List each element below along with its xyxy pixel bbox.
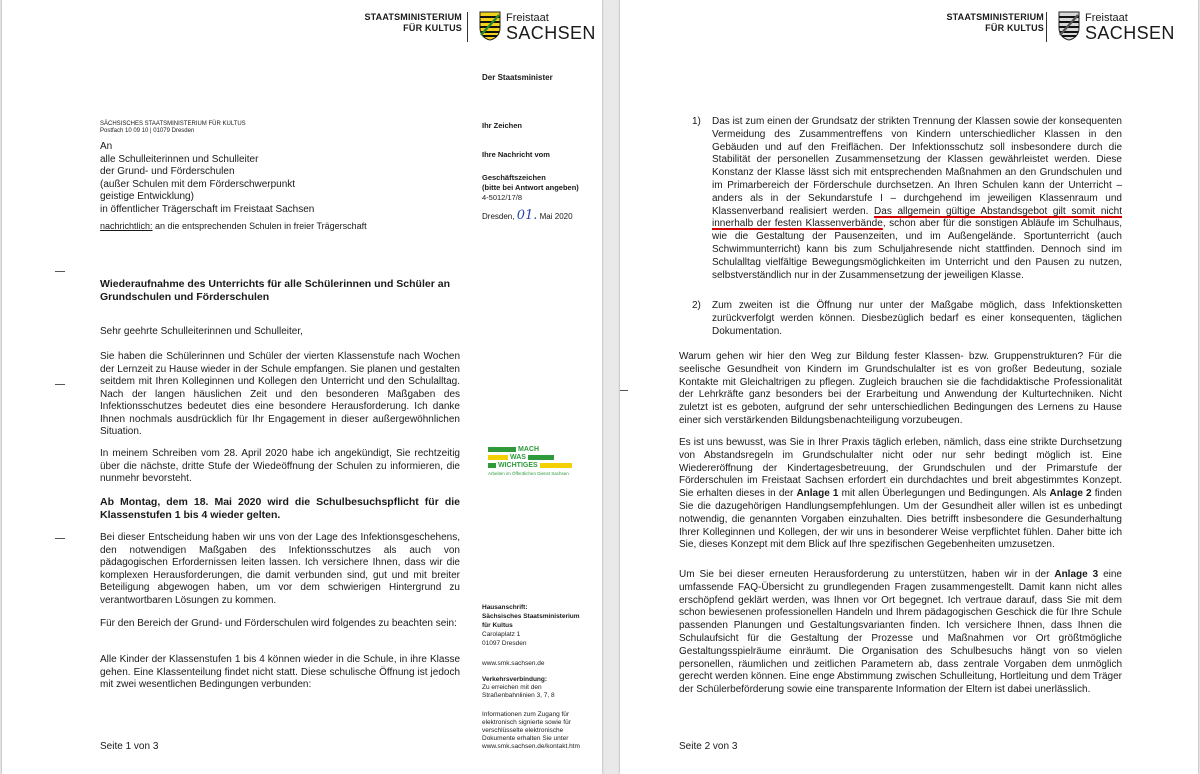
- ref-your-sign: Ihr Zeichen: [482, 121, 523, 130]
- list-number: 2): [692, 300, 701, 311]
- transport-info: Verkehrsverbindung: Zu erreichen mit den Straßenbahnlinien 3, 7, 8: [482, 676, 555, 699]
- page-number: Seite 2 von 3: [679, 741, 738, 752]
- handwritten-date: 01.: [516, 208, 538, 223]
- body-paragraph: Es ist uns bewusst, was Sie in Ihrer Praxis täglich erleben, nämlich, dass eine strikte Durchsetzung von Abstandsregeln im Grundschulalter nicht oder nur sehr bedingt möglich ist. Eine Wiedereröffnung der Kindertagesbetreuung, der Grundschulen und der Primarstufe der Förderschulen im Freistaat Sachsen erfordert ein durchdachtes und breit abgestimmtes Konzept. Sie erhalten dieses in der Anlage 1 mit allen Überlegungen und Bedingungen. Als Anlage 2 finden Sie die dazugehörigen Handlungsempfehlungen. Um der Gesundheit aller willen ist es unbedingt notwendig, die genannten Vorgaben einzuhalten. Dies betrifft insbesondere die Gesunderhaltung Ihrer Kolleginnen und Kollegen, der wir uns in besonderer Weise verpflichtet fühlen. Daher bitte ich Sie, dieses Konzept mit dem Blick auf Ihre spezifischen Gegebenheiten umzusetzen.: [679, 437, 1122, 551]
- red-underlined-passage: Das allgemein gültige Abstandsgebot gilt somit nicht innerhalb der festen Klassenverbände: [712, 205, 1122, 230]
- letter-page-1: [2, 0, 602, 774]
- punch-mark: [620, 390, 628, 391]
- body-paragraph: In meinem Schreiben vom 28. April 2020 habe ich angekündigt, Sie rechtzeitig über die nächste, dritte Stufe der Wiedeöffnung der Schulen zu informieren, die nunmehr bevorsteht.: [100, 448, 460, 484]
- fold-mark: [55, 538, 65, 539]
- mach-was-wichtiges-logo: MACH WAS WICHTIGES Arbeiten im Öffentlichen Dienst Sachsen: [488, 446, 582, 476]
- body-paragraph: Alle Kinder der Klassenstufen 1 bis 4 können wieder in die Schule, in ihre Klasse gehen. Eine Klassenteilung findet nicht statt. Diese schulische Öffnung ist jedoch mit zwei wesentlichen Bedingungen verbunden:: [100, 654, 460, 690]
- minister-title: Der Staatsminister: [482, 73, 553, 82]
- subject-line: Wiederaufnahme des Unterrichts für alle Schülerinnen und Schüler an Grundschulen und Förderschulen: [100, 278, 450, 303]
- ref-your-message: Ihre Nachricht vom: [482, 150, 550, 159]
- body-paragraph: Für den Bereich der Grund- und Förderschulen wird folgendes zu beachten sein:: [100, 618, 457, 629]
- electronic-access-info: Informationen zum Zugang für elektronisch signierte sowie für verschlüsselte elektronische Dokumente erhalten Sie unter www.smk.sachsen.de/kontakt.htm: [482, 711, 580, 750]
- ministry-name: STAATSMINISTERIUM FÜR KULTUS: [946, 12, 1044, 33]
- letter-date: Dresden, 01. Mai 2020: [482, 208, 573, 223]
- punch-mark: [55, 384, 65, 385]
- ministry-name: STAATSMINISTERIUM FÜR KULTUS: [364, 12, 462, 33]
- list-item-2: Zum zweiten ist die Öffnung nur unter der Maßgabe möglich, dass Infektionsketten zurückverfolgt werden können. Diesbezüglich bedarf es einer konsequenten, täglichen Dokumentation.: [712, 300, 1122, 337]
- cc-line: nachrichtlich: an die entsprechenden Schulen in freier Trägerschaft: [100, 221, 367, 231]
- salutation: Sehr geehrte Schulleiterinnen und Schulleiter,: [100, 326, 303, 337]
- body-paragraph: Sie haben die Schülerinnen und Schüler der vierten Klassenstufe nach Wochen der Lernzeit zu Hause wieder in der Schule empfangen. Sie planen und gestalten seitdem mit Ihren Kolleginnen und Kollegen den Unterricht und den Schulalltag. Nach der langen häuslichen Zeit und den besonderen Maßgaben des Infektionsschutzes bedeutet dies eine besondere Herausforderung. Ich danke Ihnen nochmals ausdrücklich für Ihr Engagement in dieser außergewöhnlichen Situation.: [100, 351, 460, 437]
- saxony-crest-icon: [1058, 11, 1080, 41]
- letter-page-2: [620, 0, 1198, 774]
- fold-mark: [55, 271, 65, 272]
- highlight-paragraph: Ab Montag, dem 18. Mai 2020 wird die Schulbesuchspflicht für die Klassenstufen 1 bis 4 wieder gelten.: [100, 496, 460, 521]
- recipient-address: An alle Schulleiterinnen und Schulleiter der Grund- und Förderschulen (außer Schulen mit dem Förderschwerpunkt geistige Entwicklung) in öffentlicher Trägerschaft im Freistaat Sachsen: [100, 141, 315, 215]
- body-paragraph: Bei dieser Entscheidung haben wir uns von der Lage des Infektionsgeschehens, den notwendigen Maßgaben des Infektionsschutzes als auch von pädagogischen Erfordernissen leiten lassen. Ich versichere Ihnen, dass wir die komplexen Herausforderungen, die damit verbunden sind, gut und mit breiter Beteiligung abgewogen haben, um vor dem schwierigen Hintergrund zu verantwortbaren Lösungen zu kommen.: [100, 532, 460, 606]
- saxony-crest-icon: [479, 11, 501, 41]
- state-name: Freistaat SACHSEN: [506, 12, 596, 43]
- ref-file: Geschäftszeichen (bitte bei Antwort angeben) 4-5012/17/8: [482, 173, 579, 202]
- body-paragraph: Um Sie bei dieser erneuten Herausforderung zu unterstützen, haben wir in der Anlage 3 eine umfassende FAQ-Übersicht zu grundlegenden Fragen zusammengestellt. Damit kann nicht alles erschöpfend geklärt werden, was Ihnen vor Ort begegnet. Ich vertraue darauf, dass Sie mit dem schon bewiesenen professionellen Handeln und Ihrem pädagogischen Geschick die für Ihre Schule passenden Planungen und Gestaltungsvarianten finden. Ich versichere Ihnen, dass Ihnen die Schulaufsicht für die Gestaltung der Prozesse und Maßnahmen vor Ort größtmögliche Gestaltungsspielräume einräumt. Die Organisation des Schulbesuchs hängt von so vielen personellen, räumlichen und zeitlichen Parametern ab, dass zentrale Vorgaben dem unmöglich gerecht werden können. Eine enge Abstimmung zwischen Schulleitung, Hortleitung und dem Träger der Schülerbeförderung sowie eine transparente Information der Eltern ist dabei unerlässlich.: [679, 569, 1122, 696]
- body-paragraph: Warum gehen wir hier den Weg zur Bildung fester Klassen- bzw. Gruppenstrukturen? Für die seelische Gesundheit von Kindern im Grundschulalter ist es von großer Bedeutung, soziale Kontakte mit Gleichaltrigen zu pflegen. Zugleich brauchen sie die fachdidaktische Professionalität der Lehrkräfte ganz besonders bei der Erarbeitung und Anwendung der Kulturtechniken. Nicht zuletzt ist es geboten, aufgrund der sehr unterschiedlichen Bedingungen des Lernens zu Hause einer sich verstärkenden Bildungsbenachteiligung vorzubeugen.: [679, 351, 1122, 426]
- sender-line: SÄCHSISCHES STAATSMINISTERIUM FÜR KULTUS Postfach 10 09 10 | 01079 Dresden: [100, 121, 246, 134]
- website-link[interactable]: www.smk.sachsen.de: [482, 660, 545, 667]
- state-name: Freistaat SACHSEN: [1085, 12, 1175, 43]
- header-divider: [467, 12, 468, 42]
- header-divider: [1046, 12, 1047, 42]
- office-address: Hausanschrift: Sächsisches Staatsministerium für Kultus Carolaplatz 1 01097 Dresden: [482, 604, 580, 647]
- page-number: Seite 1 von 3: [100, 741, 159, 752]
- list-item-1: Das ist zum einen der Grundsatz der strikten Trennung der Klassen sowie der konsequenten Vermeidung des Zusammentreffens von Kindern unterschiedlicher Klassen in den Gebäuden und auf den Freiflächen. Der Infektionsschutz soll insbesondere durch die Stabilität der personellen Zusammensetzung der Klassen gewährleistet werden. Diese Konstanz der Klasse lässt sich mit entsprechenden Maßnahmen an den Grundschulen und im Primarbereich der Förderschule durchsetzen. An Ihren Schulen kann der Unterricht – anders als in der Sekundarstufe I – durchgehend im jeweiligen Klassenraum und Klassenverband realisiert werden. Das allgemein gültige Abstandsgebot gilt somit nicht innerhalb der festen Klassenverbände, schon aber für die sonstigen Abläufe im Schulhaus, wie die Gestaltung der Pausenzeiten, und im Außengelände. Sportunterricht (auch Schwimmunterricht) kann bis zum Schuljahresende nicht stattfinden. Dennoch sind im Schulalltag vielfältige Bewegungsmöglichkeiten im Unterricht und den Pausen zu nutzen, selbstverständlich nur in der Zusammensetzung der jeweiligen Klasse.: [712, 116, 1123, 281]
- list-number: 1): [692, 116, 701, 127]
